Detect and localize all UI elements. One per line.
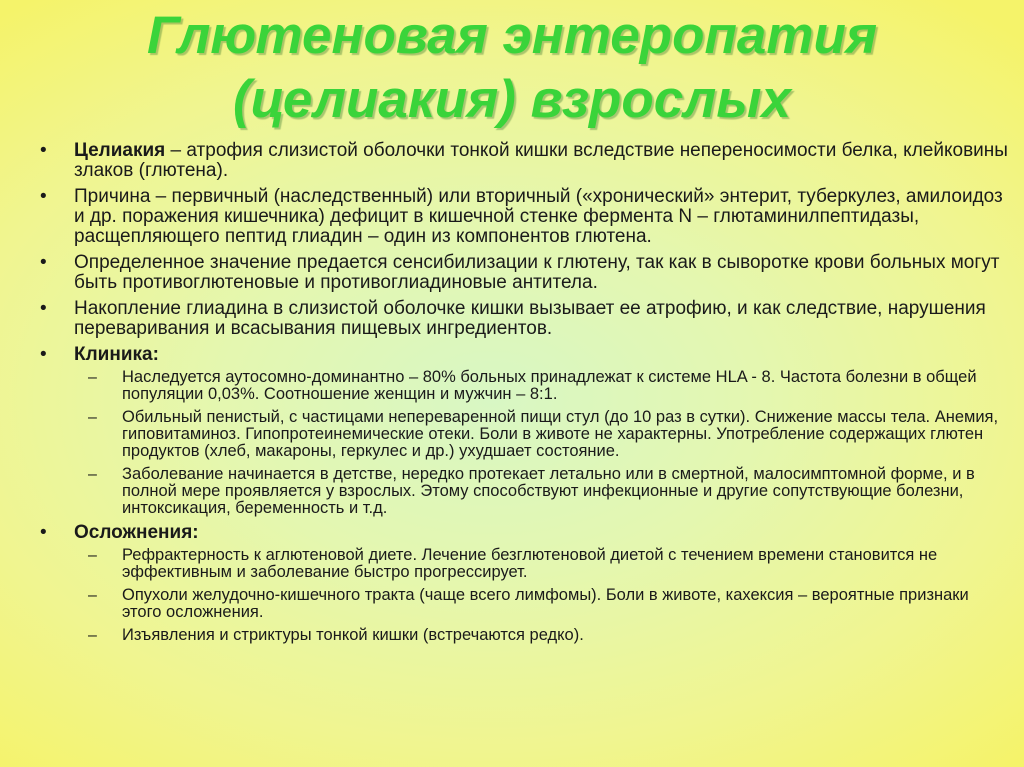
sub-item: [76, 409, 1010, 460]
sub-item: [76, 547, 1010, 581]
bullet-marker: •: [40, 522, 47, 543]
sub-item: [76, 369, 1010, 403]
dash-marker: –: [88, 627, 97, 644]
sub-item-text: Наследуется аутосомно-доминантно – 80% больных принадлежат к системе HLA - 8. Частота болезни в общей популяции 0,03%. Соотношение женщин и мужчин – 8:1.: [122, 368, 977, 403]
bullet-item-definition: [40, 141, 1010, 181]
sub-item-text: Изъявления и стриктуры тонкой кишки (встречаются редко).: [122, 626, 584, 644]
bullet-item-bold: Клиника:: [74, 344, 159, 365]
bullet-marker: •: [40, 252, 47, 273]
bullet-item-bold: Осложнения:: [74, 522, 199, 543]
content-list: [40, 141, 1010, 650]
sub-item-text: Опухоли желудочно-кишечного тракта (чаще всего лимфомы). Боли в животе, кахексия – вероятные признаки этого осложнения.: [122, 586, 969, 621]
bullet-marker: •: [40, 186, 47, 207]
bullet-item-text: Накопление глиадина в слизистой оболочке кишки вызывает ее атрофию, и как следствие, нарушения переваривания и всасывания пищевых ингредиентов.: [74, 298, 986, 339]
sub-list-clinic: [74, 369, 1010, 517]
bullet-item-complications: [40, 523, 1010, 644]
bullet-marker: •: [40, 344, 47, 365]
bullet-item-clinic: [40, 345, 1010, 517]
slide-title-line-2: (целиакия) взрослых: [233, 70, 791, 129]
dash-marker: –: [88, 547, 97, 564]
bullet-item-bold: Целиакия: [74, 140, 166, 161]
sub-item: [76, 466, 1010, 517]
bullet-item-cause: [40, 187, 1010, 247]
dash-marker: –: [88, 587, 97, 604]
bullet-item-sensitization: [40, 253, 1010, 293]
sub-item-text: Рефрактерность к аглютеновой диете. Лечение безглютеновой диетой с течением времени становится не эффективным и заболевание быстро прогрессирует.: [122, 546, 938, 581]
bullet-item-text: Определенное значение предается сенсибилизации к глютену, так как в сыворотке крови больных могут быть противоглютеновые и противоглиадиновые антитела.: [74, 252, 1000, 293]
sub-list-complications: [74, 547, 1010, 644]
dash-marker: –: [88, 369, 97, 386]
dash-marker: –: [88, 409, 97, 426]
slide-title-line-1: Глютеновая энтеропатия: [146, 6, 878, 65]
dash-marker: –: [88, 466, 97, 483]
bullet-item-text: – атрофия слизистой оболочки тонкой кишки вследствие непереносимости белка, клейковины злаков (глютена).: [74, 140, 1008, 181]
sub-item: [76, 587, 1010, 621]
bullet-marker: •: [40, 298, 47, 319]
slide-title: [0, 4, 1024, 132]
sub-item-text: Обильный пенистый, с частицами непереваренной пищи стул (до 10 раз в сутки). Снижение массы тела. Анемия, гиповитаминоз. Гипопротеинемические отеки. Боли в животе не характерны. Употребление содержащих глютен продуктов (хлеб, макароны, геркулес и др.) ухудшает состояние.: [122, 408, 999, 460]
sub-item: [76, 627, 1010, 644]
bullet-item-text: Причина – первичный (наследственный) или вторичный («хронический» энтерит, туберкулез, амилоидоз и др. поражения кишечника) дефицит в кишечной стенке фермента N – глютаминилпептидазы, расщепляющего пептид глиадин – один из компонентов глютена.: [74, 186, 1003, 247]
sub-item-text: Заболевание начинается в детстве, нередко протекает летально или в смертной, малосимптомной форме, и в полной мере проявляется у взрослых. Этому способствуют инфекционные и другие сопутствующие болезни, интоксикация, беременность и т.д.: [122, 465, 975, 517]
bullet-marker: •: [40, 140, 47, 161]
bullet-item-gliadin: [40, 299, 1010, 339]
